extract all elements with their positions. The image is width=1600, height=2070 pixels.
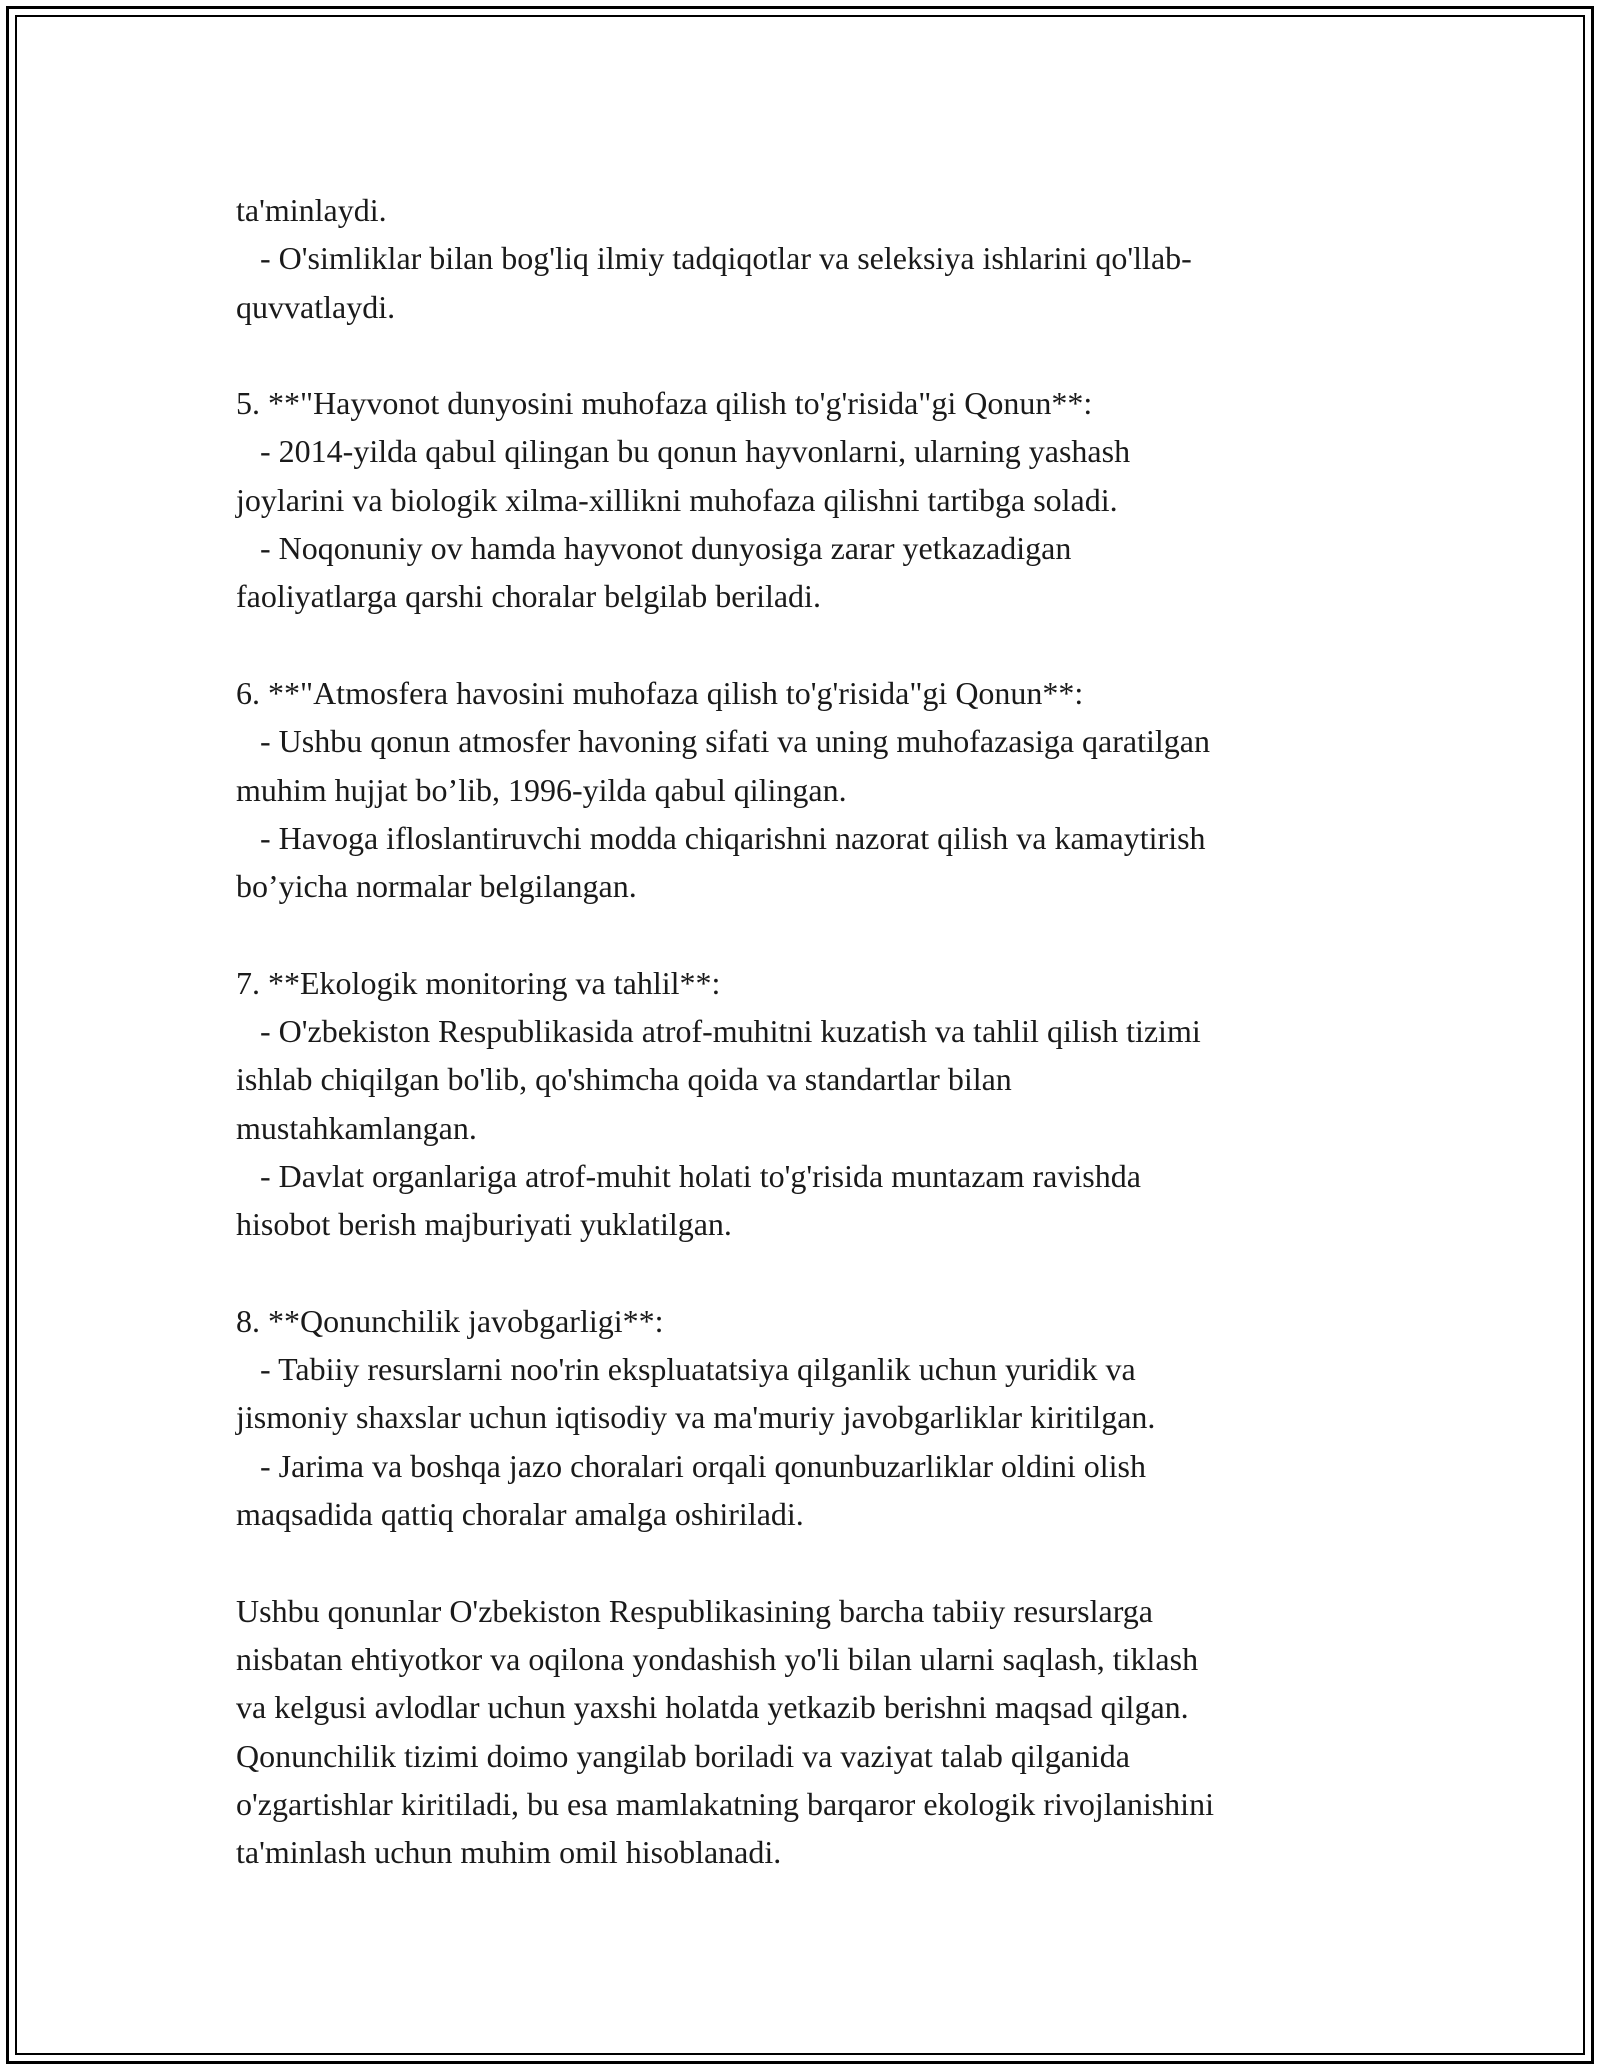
conclusion-line: Ushbu qonunlar O'zbekiston Respublikasining barcha tabiiy resurslarga (236, 1592, 1153, 1629)
text-line: - O'simliklar bilan bog'liq ilmiy tadqiqotlar va seleksiya ishlarini qo'llab- (236, 240, 1192, 277)
text-line: - 2014-yilda qabul qilingan bu qonun hayvonlarni, ularning yashash (236, 433, 1131, 470)
blank-line (236, 910, 1376, 958)
text-line: maqsadida qattiq choralar amalga oshiriladi. (236, 1496, 804, 1533)
text-line: - Davlat organlariga atrof-muhit holati to'g'risida muntazam ravishda (236, 1157, 1141, 1194)
text-line: mustahkamlangan. (236, 1109, 477, 1146)
section-heading-5: 5. **"Hayvonot dunyosini muhofaza qilish to'g'risida"gi Qonun**: (236, 385, 1093, 422)
section-heading-8: 8. **Qonunchilik javobgarligi**: (236, 1302, 664, 1339)
text-line: joylarini va biologik xilma-xillikni muhofaza qilishni tartibga soladi. (236, 481, 1118, 518)
text-line: - Havoga ifloslantiruvchi modda chiqarishni nazorat qilish va kamaytirish (236, 819, 1206, 856)
blank-line (236, 331, 1376, 379)
text-line: - O'zbekiston Respublikasida atrof-muhitni kuzatish va tahlil qilish tizimi (236, 1013, 1201, 1050)
conclusion-line: va kelgusi avlodlar uchun yaxshi holatda yetkazib berishni maqsad qilgan. (236, 1689, 1189, 1726)
text-line: quvvatlaydi. (236, 288, 396, 325)
text-line: - Ushbu qonun atmosfer havoning sifati va uning muhofazasiga qaratilgan (236, 723, 1210, 760)
text-line: jismoniy shaxslar uchun iqtisodiy va ma'muriy javobgarliklar kiritilgan. (236, 1399, 1156, 1436)
conclusion-line: Qonunchilik tizimi doimo yangilab boriladi va vaziyat talab qilganida (236, 1737, 1130, 1774)
conclusion-line: o'zgartishlar kiritiladi, bu esa mamlakatning barqaror ekologik rivojlanishini (236, 1785, 1214, 1822)
text-line: muhim hujjat bo’lib, 1996-yilda qabul qilingan. (236, 771, 847, 808)
text-line: faoliyatlarga qarshi choralar belgilab beriladi. (236, 578, 821, 615)
blank-line (236, 1249, 1376, 1297)
section-heading-7: 7. **Ekologik monitoring va tahlil**: (236, 964, 721, 1001)
text-line: ishlab chiqilgan bo'lib, qo'shimcha qoida va standartlar bilan (236, 1061, 1012, 1098)
text-line: - Noqonuniy ov hamda hayvonot dunyosiga zarar yetkazadigan (236, 530, 1072, 567)
text-line: ta'minlaydi. (236, 192, 387, 228)
document-body (236, 186, 1376, 1876)
text-line: bo’yicha normalar belgilangan. (236, 868, 637, 905)
conclusion-line: ta'minlash uchun muhim omil hisoblanadi. (236, 1834, 782, 1871)
section-heading-6: 6. **"Atmosfera havosini muhofaza qilish to'g'risida"gi Qonun**: (236, 674, 1084, 711)
blank-line (236, 621, 1376, 669)
conclusion-line: nisbatan ehtiyotkor va oqilona yondashish yo'li bilan ularni saqlash, tiklash (236, 1640, 1199, 1677)
text-line: hisobot berish majburiyati yuklatilgan. (236, 1206, 732, 1243)
blank-line (236, 1538, 1376, 1586)
text-line: - Jarima va boshqa jazo choralari orqali qonunbuzarliklar oldini olish (236, 1447, 1146, 1484)
text-line: - Tabiiy resurslarni noo'rin ekspluatatsiya qilganlik uchun yuridik va (236, 1351, 1136, 1388)
